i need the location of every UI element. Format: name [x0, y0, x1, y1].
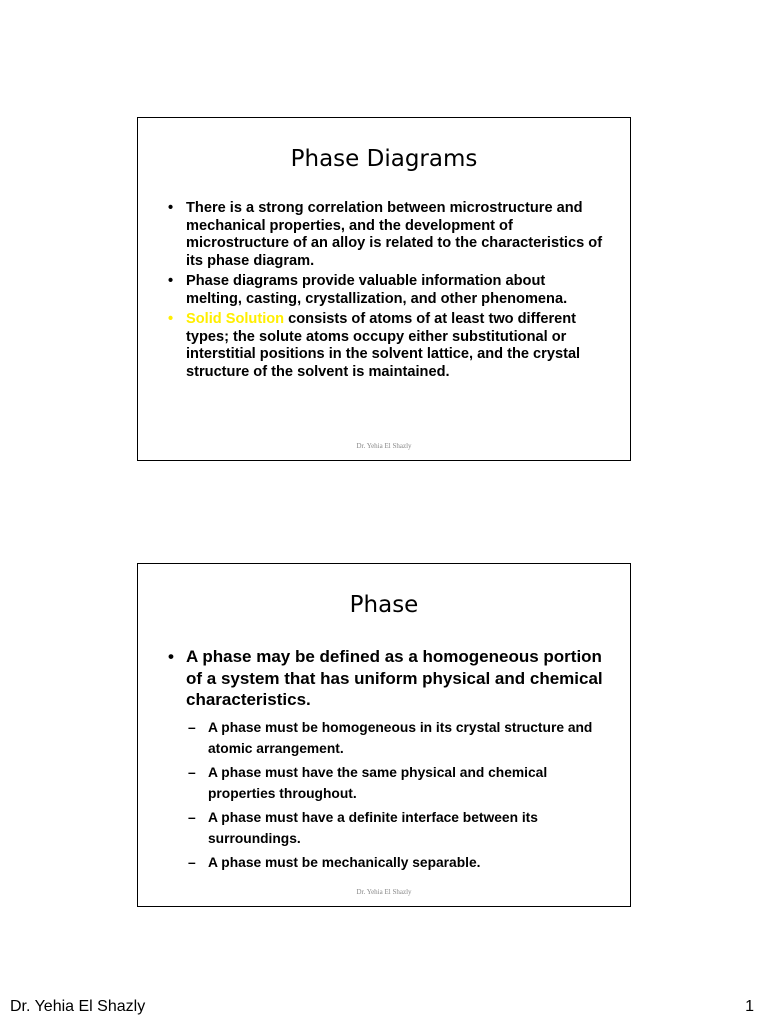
- dash-icon: –: [188, 854, 196, 870]
- bullet-item: [168, 200, 604, 270]
- slide-title: Phase: [349, 592, 419, 618]
- sub-bullet-list: [186, 717, 604, 873]
- sub-bullet-text: A phase must be mechanically separable.: [208, 854, 481, 870]
- bullet-text: Phase diagrams provide valuable information about melting, casting, crystallization, and other phenomena.: [186, 273, 568, 307]
- sub-bullet-item: [186, 762, 604, 804]
- slide-phase-diagrams: [137, 117, 631, 461]
- highlighted-term: Solid Solution: [186, 311, 285, 327]
- sub-bullet-text: A phase must have the same physical and chemical properties throughout.: [208, 764, 548, 801]
- slide-footer: Dr. Yehia El Shazly: [356, 442, 412, 450]
- bullet-icon: •: [168, 200, 174, 216]
- sub-bullet-text: A phase must be homogeneous in its crystal structure and atomic arrangement.: [208, 719, 593, 756]
- dash-icon: –: [188, 809, 196, 825]
- sub-bullet-text: A phase must have a definite interface between its surroundings.: [208, 809, 538, 846]
- bullet-item: [168, 646, 604, 873]
- slide-footer: Dr. Yehia El Shazly: [356, 888, 412, 896]
- sub-bullet-item: [186, 852, 604, 873]
- page-number: 1: [745, 998, 754, 1015]
- bullet-text: consists of atoms of at least two different types; the solute atoms occupy either substitutional or interstitial positions in the solvent lattice, and the crystal structure of the solvent is maintained.: [186, 311, 581, 380]
- slide-title: Phase Diagrams: [290, 146, 478, 172]
- bullet-icon: •: [168, 273, 174, 289]
- bullet-list: [168, 200, 604, 384]
- bullet-list: [168, 646, 604, 876]
- slide-phase: [137, 563, 631, 907]
- page-author: Dr. Yehia El Shazly: [10, 998, 146, 1015]
- bullet-item: [168, 273, 604, 308]
- bullet-icon: •: [168, 647, 174, 666]
- dash-icon: –: [188, 719, 196, 735]
- sub-bullet-item: [186, 717, 604, 759]
- dash-icon: –: [188, 764, 196, 780]
- bullet-text: A phase may be defined as a homogeneous portion of a system that has uniform physical and chemical characteristics.: [186, 647, 603, 709]
- bullet-item: [168, 311, 604, 381]
- bullet-text: There is a strong correlation between microstructure and mechanical properties, and the development of microstructure of an alloy is related to the characteristics of its phase diagram.: [186, 200, 603, 269]
- bullet-icon: •: [168, 311, 174, 327]
- sub-bullet-item: [186, 807, 604, 849]
